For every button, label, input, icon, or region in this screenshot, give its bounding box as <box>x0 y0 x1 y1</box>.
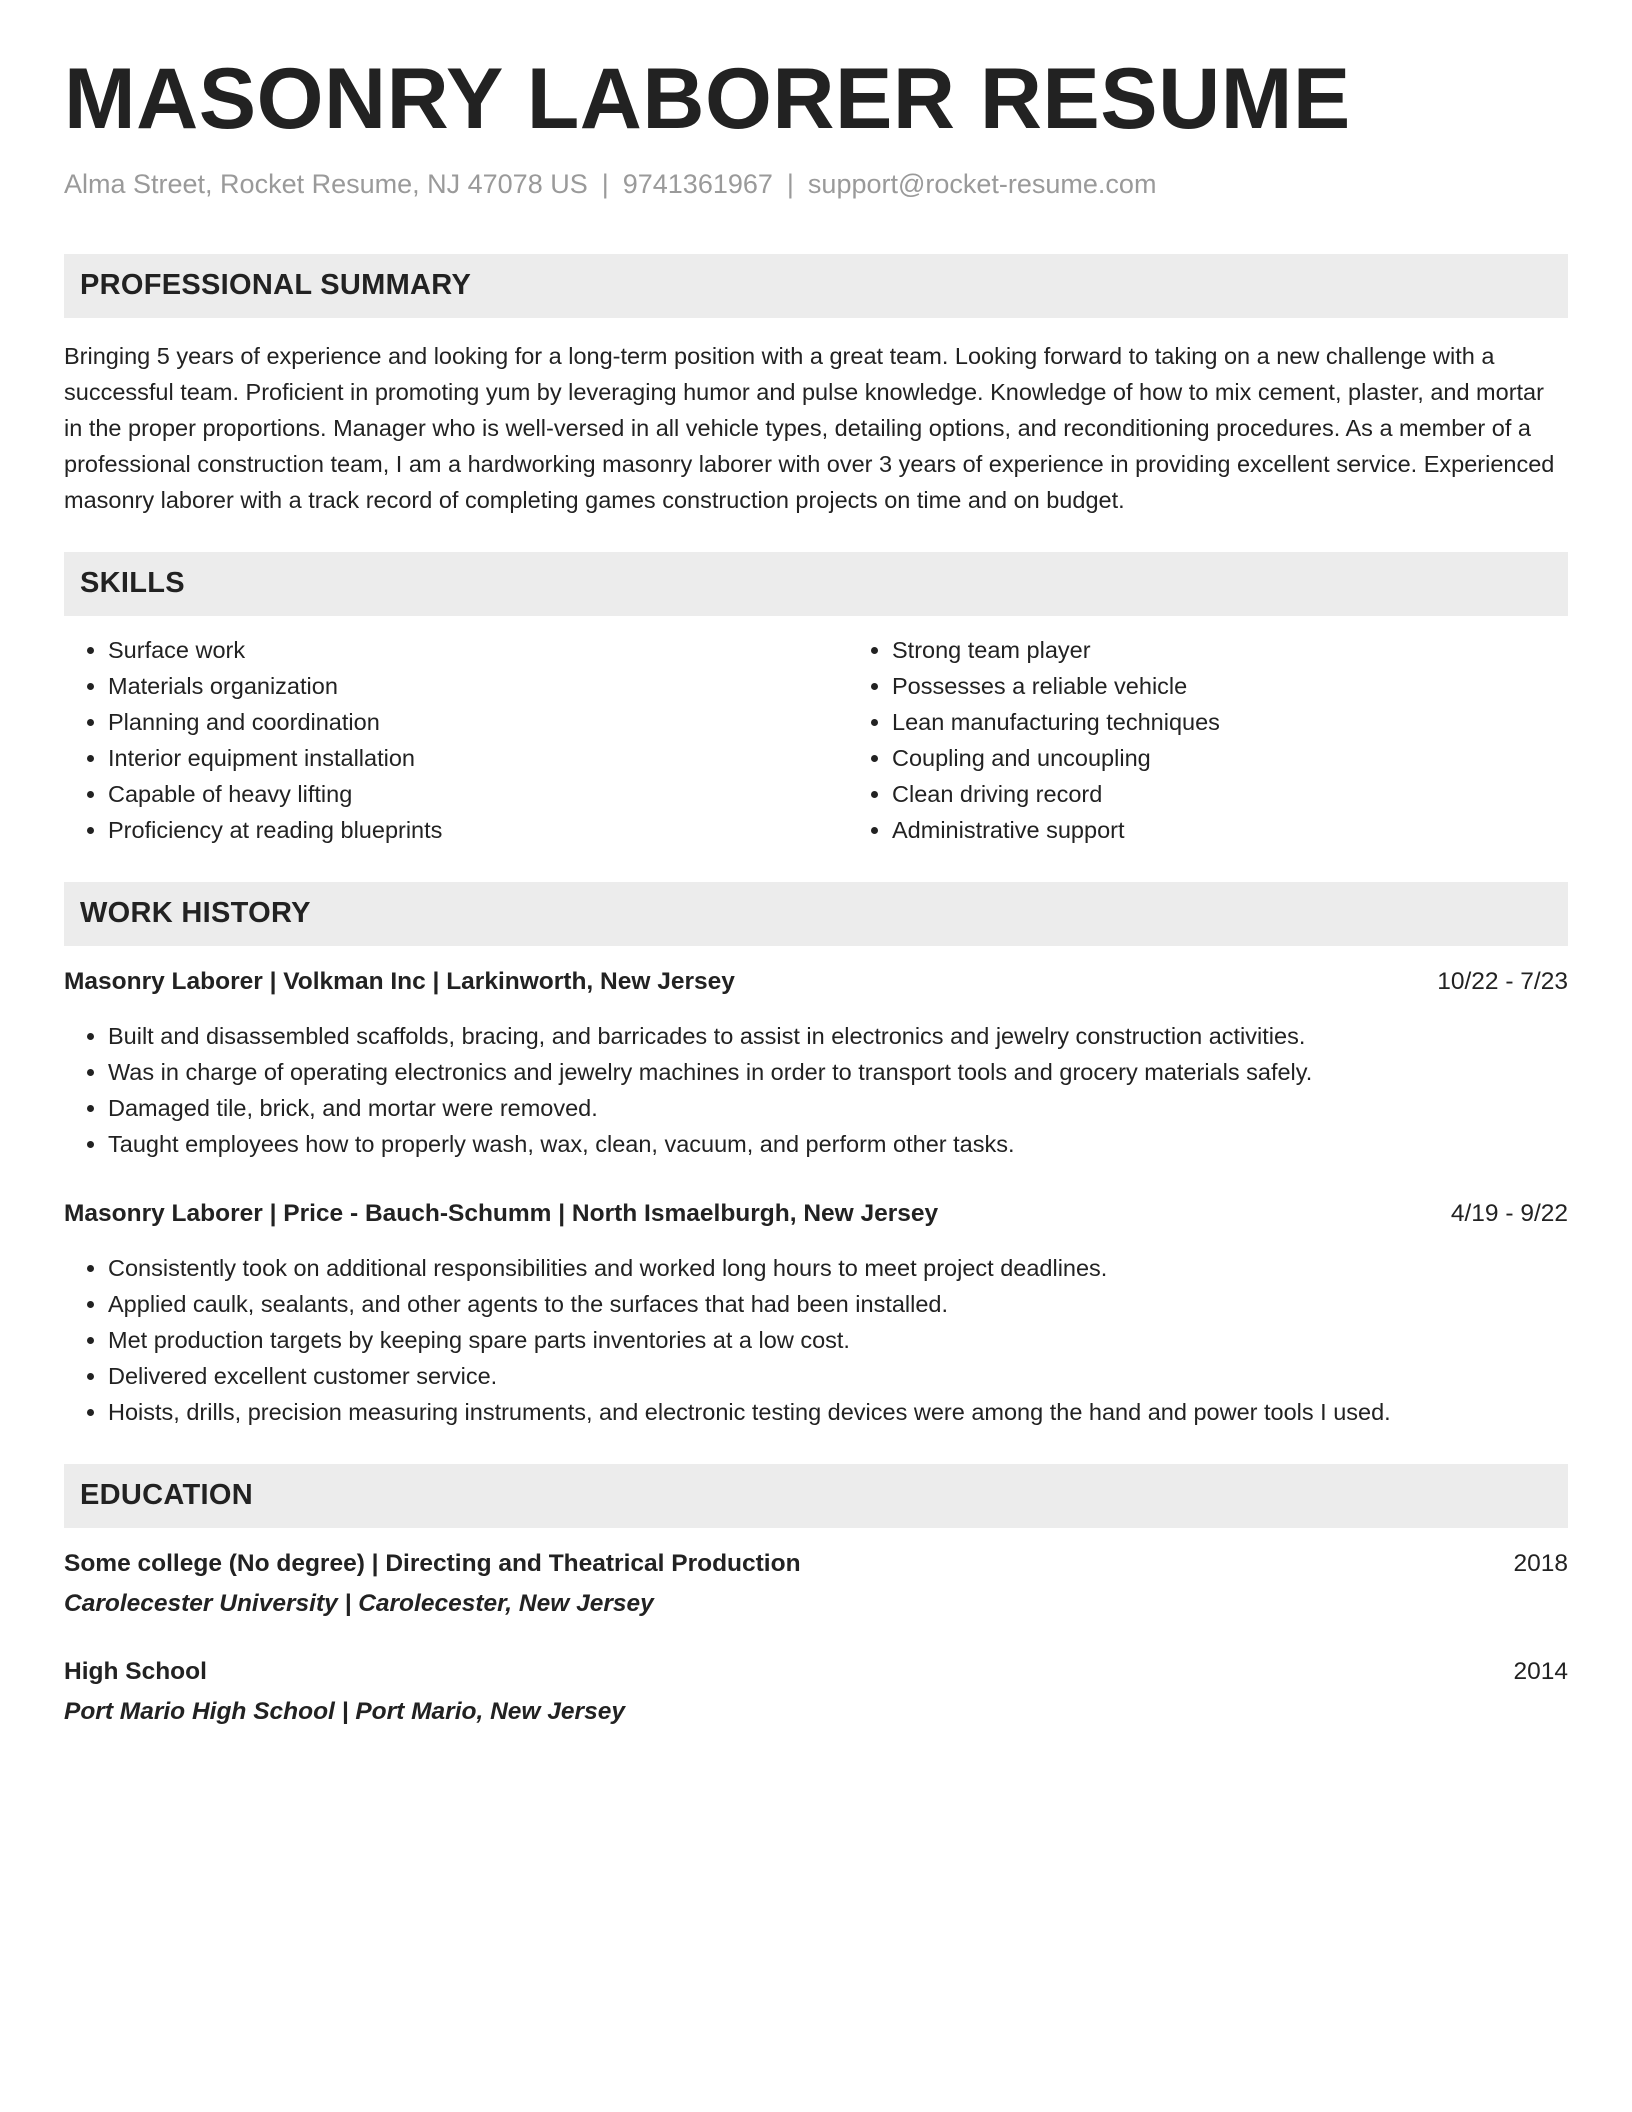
education-title: Some college (No degree) | Directing and Theatrical Production <box>64 1549 801 1577</box>
education-header <box>64 1654 1568 1690</box>
education-year: 2014 <box>1513 1657 1568 1685</box>
section-header-work-history: WORK HISTORY <box>64 882 1568 946</box>
education-entry <box>64 1546 1568 1622</box>
skill-item: • Interior equipment installation <box>108 740 848 776</box>
job-entry <box>64 964 1568 1162</box>
contact-phone: 9741361967 <box>622 168 773 199</box>
education-entry <box>64 1654 1568 1730</box>
job-dates: 10/22 - 7/23 <box>1437 967 1568 995</box>
job-bullet: • Delivered excellent customer service. <box>108 1358 1568 1394</box>
skills-list <box>64 632 1568 848</box>
skill-item: • Planning and coordination <box>108 704 848 740</box>
section-header-education: EDUCATION <box>64 1464 1568 1528</box>
skill-item: • Possesses a reliable vehicle <box>892 668 1568 704</box>
skill-item: • Strong team player <box>892 632 1568 668</box>
job-bullet: • Built and disassembled scaffolds, bracing, and barricades to assist in electronics and jewelry construction activities. <box>108 1018 1568 1054</box>
job-title: Masonry Laborer | Volkman Inc | Larkinworth, New Jersey <box>64 967 735 995</box>
education-title: High School <box>64 1657 207 1685</box>
contact-address: Alma Street, Rocket Resume, NJ 47078 US <box>64 168 588 199</box>
skill-item: • Proficiency at reading blueprints <box>108 812 848 848</box>
job-header <box>64 1196 1568 1232</box>
section-header-skills: SKILLS <box>64 552 1568 616</box>
job-bullet: • Damaged tile, brick, and mortar were removed. <box>108 1090 1568 1126</box>
job-bullets <box>64 1250 1568 1430</box>
contact-email: support@rocket-resume.com <box>807 168 1157 199</box>
job-bullet: • Applied caulk, sealants, and other agents to the surfaces that had been installed. <box>108 1286 1568 1322</box>
job-bullet: • Hoists, drills, precision measuring instruments, and electronic testing devices were among the hand and power tools I used. <box>108 1394 1568 1430</box>
resume-title: MASONRY LABORER RESUME <box>64 51 1351 147</box>
education-header <box>64 1546 1568 1582</box>
skill-item: • Surface work <box>108 632 848 668</box>
skill-item: • Clean driving record <box>892 776 1568 812</box>
skill-item: • Materials organization <box>108 668 848 704</box>
contact-separator: | <box>601 168 609 199</box>
job-header <box>64 964 1568 1000</box>
job-bullet: • Was in charge of operating electronics and jewelry machines in order to transport tools and grocery materials safely. <box>108 1054 1568 1090</box>
section-header-summary: PROFESSIONAL SUMMARY <box>64 254 1568 318</box>
skill-item: • Capable of heavy lifting <box>108 776 848 812</box>
skills-column-left <box>64 632 848 848</box>
job-title: Masonry Laborer | Price - Bauch-Schumm | North Ismaelburgh, New Jersey <box>64 1199 939 1227</box>
skill-item: • Administrative support <box>892 812 1568 848</box>
summary-text: Bringing 5 years of experience and looking for a long-term position with a great team. Looking forward to taking on a new challenge with a successful team. Proficient in promoting yum by leveraging humor and pulse knowledge. Knowledge of how to mix cement, plaster, and mortar in the proper proportions. Manager who is well-versed in all vehicle types, detailing options, and reconditioning procedures. As a member of a professional construction team, I am a hardworking masonry laborer with over 3 years of experience in providing excellent service. Experienced masonry laborer with a track record of completing games construction projects on time and on budget. <box>64 342 1555 513</box>
skill-item: • Lean manufacturing techniques <box>892 704 1568 740</box>
contact-line <box>64 167 1568 202</box>
education-year: 2018 <box>1513 1549 1568 1577</box>
job-bullet: • Consistently took on additional responsibilities and worked long hours to meet project deadlines. <box>108 1250 1568 1286</box>
job-bullet: • Taught employees how to properly wash, wax, clean, vacuum, and perform other tasks. <box>108 1126 1568 1162</box>
skill-item: • Coupling and uncoupling <box>892 740 1568 776</box>
job-dates: 4/19 - 9/22 <box>1450 1199 1568 1227</box>
education-school: Port Mario High School | Port Mario, New Jersey <box>64 1697 625 1725</box>
job-bullets <box>64 1018 1568 1162</box>
education-school: Carolecester University | Carolecester, New Jersey <box>64 1589 654 1617</box>
job-entry <box>64 1196 1568 1430</box>
contact-separator: | <box>786 168 794 199</box>
skills-column-right <box>848 632 1568 848</box>
job-bullet: • Met production targets by keeping spare parts inventories at a low cost. <box>108 1322 1568 1358</box>
